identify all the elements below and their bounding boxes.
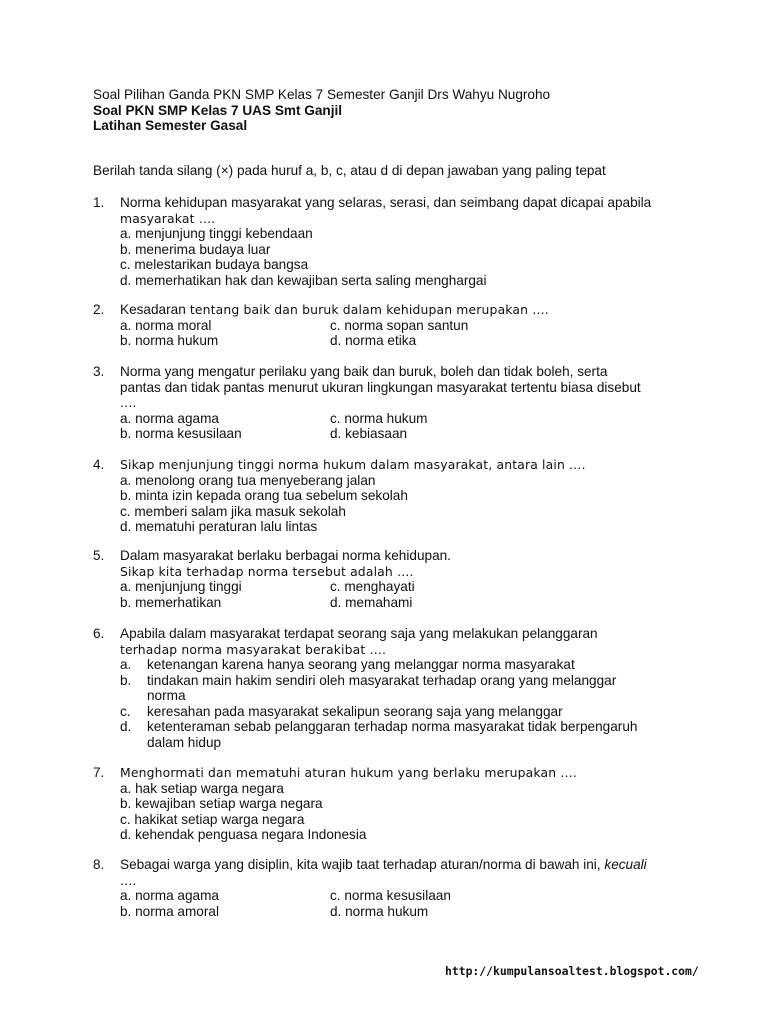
- question-stem-text: Sebagai warga yang disiplin, kita wajib taat terhadap aturan/norma di bawah ini,: [120, 857, 605, 872]
- question-8: [93, 857, 693, 919]
- option-c: c. melestarikan budaya bangsa: [120, 257, 309, 272]
- question-stem: Norma kehidupan masyarakat yang selaras, serasi, dan seimbang dapat dicapai apabila: [120, 195, 652, 210]
- question-number: 1.: [93, 195, 105, 210]
- question-number: 7.: [93, 765, 105, 780]
- option-text: keresahan pada masyarakat sekalipun seorang saja yang melanggar: [147, 703, 563, 719]
- option-row: [120, 333, 693, 349]
- option-text-cont: norma: [147, 688, 186, 703]
- option-a: a. menolong orang tua menyeberang jalan: [120, 472, 376, 488]
- question-stem-end: tentang baik dan buruk dalam kehidupan merupakan ….: [185, 302, 549, 317]
- option-b: b. norma kesusilaan: [120, 426, 242, 441]
- option-row: [120, 904, 693, 920]
- question-stem: Dalam masyarakat berlaku berbagai norma kehidupan.: [120, 548, 451, 563]
- option-a: a. hak setiap warga negara: [120, 780, 284, 796]
- question-number: 4.: [93, 457, 105, 472]
- option-c: c. hakikat setiap warga negara: [120, 811, 305, 827]
- question-5: [93, 548, 693, 610]
- question-3: [93, 364, 693, 442]
- question-stem-cont: ….: [120, 872, 137, 888]
- option-a: a. norma agama: [120, 888, 219, 903]
- option-row: [120, 411, 693, 427]
- option-row: [120, 318, 693, 334]
- question-number: 5.: [93, 548, 105, 563]
- question-stem: [120, 857, 693, 873]
- question-stem: Apabila dalam masyarakat terdapat seorang saja yang melakukan pelanggaran: [120, 626, 598, 641]
- question-stem-cont: ….: [120, 395, 137, 410]
- question-number: 2.: [93, 302, 105, 317]
- option-d: d. norma hukum: [330, 903, 429, 919]
- document-header: [93, 87, 550, 134]
- option-b: [120, 673, 693, 704]
- option-row: [120, 579, 693, 595]
- option-d: d. norma etika: [330, 333, 417, 348]
- question-stem: Menghormati dan mematuhi aturan hukum yang berlaku merupakan ….: [120, 765, 577, 780]
- footer-url: http://kumpulansoaltest.blogspot.com/: [445, 964, 699, 978]
- option-text: ketenteraman sebab pelanggaran terhadap norma masyarakat tidak berpengaruh: [147, 719, 638, 734]
- option-d: [120, 719, 693, 750]
- option-row: [120, 595, 693, 611]
- question-stem: Sikap menjunjung tinggi norma hukum dalam masyarakat, antara lain ….: [120, 457, 586, 472]
- question-stem-italic: kecuali: [604, 857, 647, 872]
- option-d: d. memahami: [330, 594, 413, 610]
- option-a: a. menjunjung tinggi: [120, 579, 242, 594]
- question-2: [93, 302, 693, 349]
- header-line-3: Latihan Semester Gasal: [93, 118, 248, 133]
- question-stem-cont: Sikap kita terhadap norma tersebut adalah ….: [120, 563, 414, 579]
- question-stem-cont: terhadap norma masyarakat berakibat ….: [120, 641, 387, 657]
- option-b: b. memerhatikan: [120, 594, 222, 610]
- option-b: b. norma amoral: [120, 903, 219, 919]
- question-stem-cont: masyarakat ….: [120, 210, 216, 226]
- option-a: a. norma agama: [120, 410, 219, 426]
- question-stem-start: Kesadaran: [120, 302, 186, 317]
- question-stem: Norma yang mengatur perilaku yang baik dan buruk, boleh dan tidak boleh, serta: [120, 364, 608, 379]
- option-a: [120, 657, 693, 673]
- option-key: a.: [120, 657, 132, 672]
- option-key: c.: [120, 703, 131, 719]
- question-4: [93, 457, 693, 535]
- option-d: d. mematuhi peraturan lalu lintas: [120, 519, 318, 534]
- header-line-2: Soal PKN SMP Kelas 7 UAS Smt Ganjil: [93, 102, 343, 118]
- option-a: a. menjunjung tinggi kebendaan: [120, 226, 313, 241]
- option-text: tindakan main hakim sendiri oleh masyarakat terhadap orang yang melanggar: [147, 672, 617, 688]
- question-number: 3.: [93, 364, 105, 379]
- option-b: b. kewajiban setiap warga negara: [120, 796, 323, 811]
- option-d: d. kebiasaan: [330, 426, 408, 441]
- question-7: [93, 765, 693, 843]
- question-stem-line-2: pantas dan tidak pantas menurut ukuran lingkungan masyarakat tertentu biasa disebut: [120, 379, 641, 395]
- option-c: c. menghayati: [330, 579, 415, 594]
- question-1: [93, 195, 693, 288]
- option-text-cont: dalam hidup: [147, 734, 222, 750]
- question-number: 6.: [93, 626, 105, 641]
- question-6: [93, 626, 693, 750]
- header-line-1: Soal Pilihan Ganda PKN SMP Kelas 7 Semester Ganjil Drs Wahyu Nugroho: [93, 87, 551, 102]
- option-d: d. memerhatikan hak dan kewajiban serta saling menghargai: [120, 272, 487, 288]
- option-key: d.: [120, 719, 132, 734]
- option-c: c. norma kesusilaan: [330, 888, 451, 903]
- question-stem: [120, 302, 693, 318]
- option-c: c. memberi salam jika masuk sekolah: [120, 503, 346, 519]
- option-a: a. norma moral: [120, 317, 212, 333]
- option-key: b.: [120, 672, 132, 688]
- option-b: b. minta izin kepada orang tua sebelum sekolah: [120, 488, 408, 503]
- option-c: c. norma sopan santun: [330, 317, 469, 333]
- option-d: d. kehendak penguasa negara Indonesia: [120, 827, 367, 842]
- option-c: c. norma hukum: [330, 410, 428, 426]
- option-c: [120, 704, 693, 720]
- option-row: [120, 888, 693, 904]
- option-b: b. norma hukum: [120, 333, 219, 348]
- option-row: [120, 426, 693, 442]
- option-b: b. menerima budaya luar: [120, 241, 271, 257]
- option-text: ketenangan karena hanya seorang yang melanggar norma masyarakat: [147, 657, 575, 672]
- question-number: 8.: [93, 857, 105, 872]
- instruction: Berilah tanda silang (×) pada huruf a, b, c, atau d di depan jawaban yang paling tepat: [93, 163, 606, 178]
